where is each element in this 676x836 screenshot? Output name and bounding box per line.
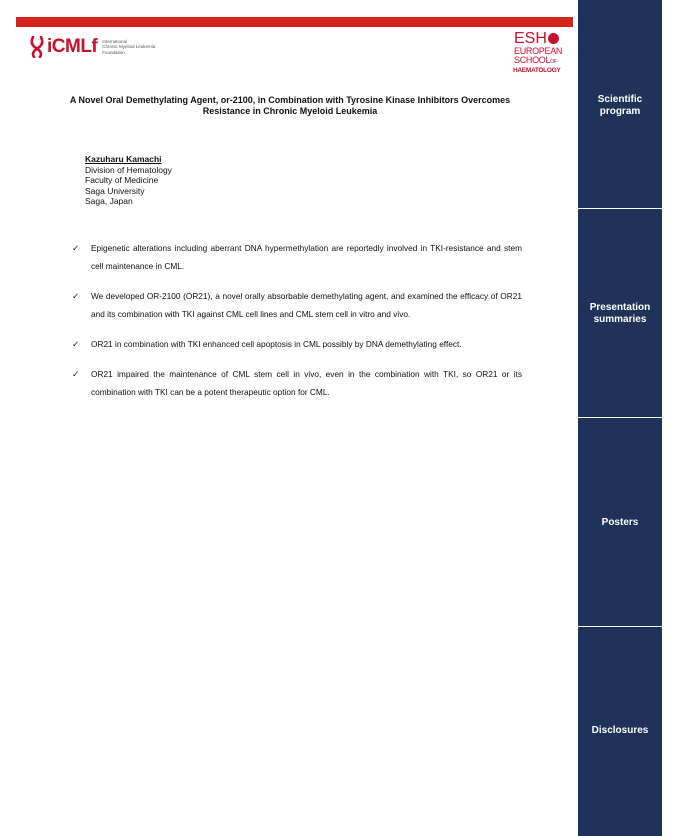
- sidebar-item-label: Scientific program: [597, 94, 643, 117]
- sidebar-item-scientific-program[interactable]: [578, 0, 662, 208]
- esh-line-european: EUROPEAN: [514, 46, 563, 56]
- esh-letters: ESH: [514, 30, 547, 47]
- summary-bullets: [72, 239, 522, 413]
- esh-dot-icon: [548, 33, 559, 44]
- author-affiliation-2: Faculty of Medicine: [85, 175, 159, 185]
- checkmark-icon: ✓: [72, 369, 80, 379]
- esh-line-haematology: HAEMATOLOGY: [513, 67, 561, 74]
- list-item: ✓ OR21 in combination with TKI enhanced cell apoptosis in CML possibly by DNA demethylating effect.: [72, 335, 522, 353]
- icmlf-logo: [30, 35, 155, 59]
- icmlf-tagline: International Chronic Myeloid Leukemia Foundation: [102, 38, 156, 55]
- sidebar-item-disclosures[interactable]: [578, 627, 662, 836]
- esh-line-school: SCHOOLOF: [514, 55, 557, 65]
- author-affiliation-4: Saga, Japan: [85, 196, 133, 206]
- sidebar-item-label: Presentation summaries: [589, 302, 651, 325]
- sidebar-item-presentation-summaries[interactable]: [578, 209, 662, 417]
- document-title: A Novel Oral Demethylating Agent, or-2100, in Combination with Tyrosine Kinase Inhibitors Overcomes Resistance in Chronic Myeloid Leukemia: [69, 95, 511, 116]
- author-name: Kazuharu Kamachi: [85, 154, 162, 164]
- icmlf-brand-text: iCMLf: [47, 36, 98, 57]
- list-item: ✓ Epigenetic alterations including aberrant DNA hypermethylation are reportedly involved in TKI-resistance and stem cell maintenance in CML.: [72, 239, 522, 275]
- sidebar-item-label: Disclosures: [591, 725, 649, 736]
- author-block: [85, 154, 172, 207]
- list-item: ✓ OR21 impaired the maintenance of CML stem cell in vivo, even in the combination with TKI, so OR21 or its combination with TKI can be a potent therapeutic option for CML.: [72, 365, 522, 401]
- checkmark-icon: ✓: [72, 291, 80, 301]
- icmlf-ribbon-icon: [30, 36, 44, 58]
- sidebar-item-label: Posters: [601, 517, 639, 528]
- sidebar-nav: [578, 0, 662, 836]
- sidebar-item-posters[interactable]: [578, 418, 662, 626]
- author-affiliation-1: Division of Hematology: [85, 164, 172, 175]
- esh-logo: [500, 30, 570, 74]
- checkmark-icon: ✓: [72, 243, 80, 253]
- author-affiliation-3: Saga University: [85, 185, 145, 196]
- header-red-bar: [16, 17, 573, 27]
- checkmark-icon: ✓: [72, 339, 80, 349]
- list-item: ✓ We developed OR-2100 (OR21), a novel orally absorbable demethylating agent, and examined the efficacy of OR21 and its combination with TKI against CML cell lines and CML stem cell in vitro and vivo.: [72, 287, 522, 323]
